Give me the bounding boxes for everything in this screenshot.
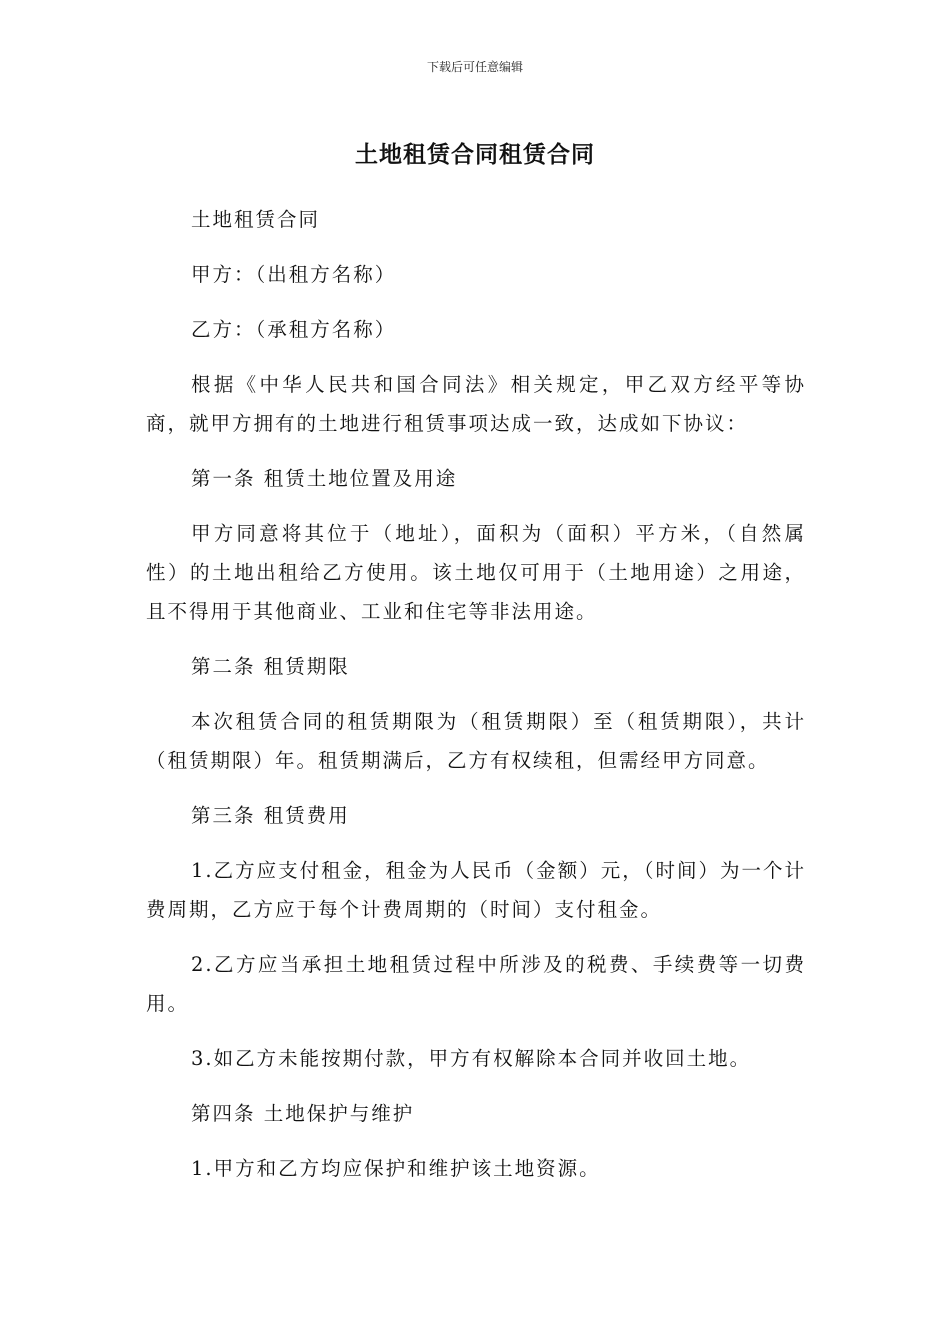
- article-2-text: 本次租赁合同的租赁期限为（租赁期限）至（租赁期限），共计（租赁期限）年。租赁期满后，乙方有权续租，但需经甲方同意。: [146, 710, 806, 772]
- article-4-item-1: 1.甲方和乙方均应保护和维护该土地资源。: [191, 1157, 601, 1180]
- document-body: [146, 200, 806, 1204]
- article-3-item-1: 1.乙方应支付租金，租金为人民币（金额）元，（时间）为一个计费周期，乙方应于每个计费周期的（时间）支付租金。: [146, 859, 806, 921]
- document-title: 土地租赁合同租赁合同: [355, 142, 595, 168]
- article-1-text: 甲方同意将其位于（地址），面积为（面积）平方米，（自然属性）的土地出租给乙方使用。该土地仅可用于（土地用途）之用途，且不得用于其他商业、工业和住宅等非法用途。: [146, 522, 806, 623]
- article-3-heading: 第三条 租赁费用: [191, 804, 350, 827]
- paragraph-party-a: 甲方：（出租方名称）: [191, 263, 397, 286]
- article-3-item-2: 2.乙方应当承担土地租赁过程中所涉及的税费、手续费等一切费用。: [146, 953, 806, 1015]
- article-4-heading: 第四条 土地保护与维护: [191, 1102, 415, 1125]
- article-2-heading: 第二条 租赁期限: [191, 655, 350, 678]
- article-3-item-3: 3.如乙方未能按期付款，甲方有权解除本合同并收回土地。: [191, 1047, 752, 1070]
- paragraph-contract-name: 土地租赁合同: [191, 208, 321, 231]
- paragraph-preamble: 根据《中华人民共和国合同法》相关规定，甲乙双方经平等协商，就甲方拥有的土地进行租赁事项达成一致，达成如下协议：: [146, 373, 806, 435]
- paragraph-party-b: 乙方：（承租方名称）: [191, 318, 397, 341]
- article-1-heading: 第一条 租赁土地位置及用途: [191, 467, 458, 490]
- header-note: 下载后可任意编辑: [426, 60, 523, 74]
